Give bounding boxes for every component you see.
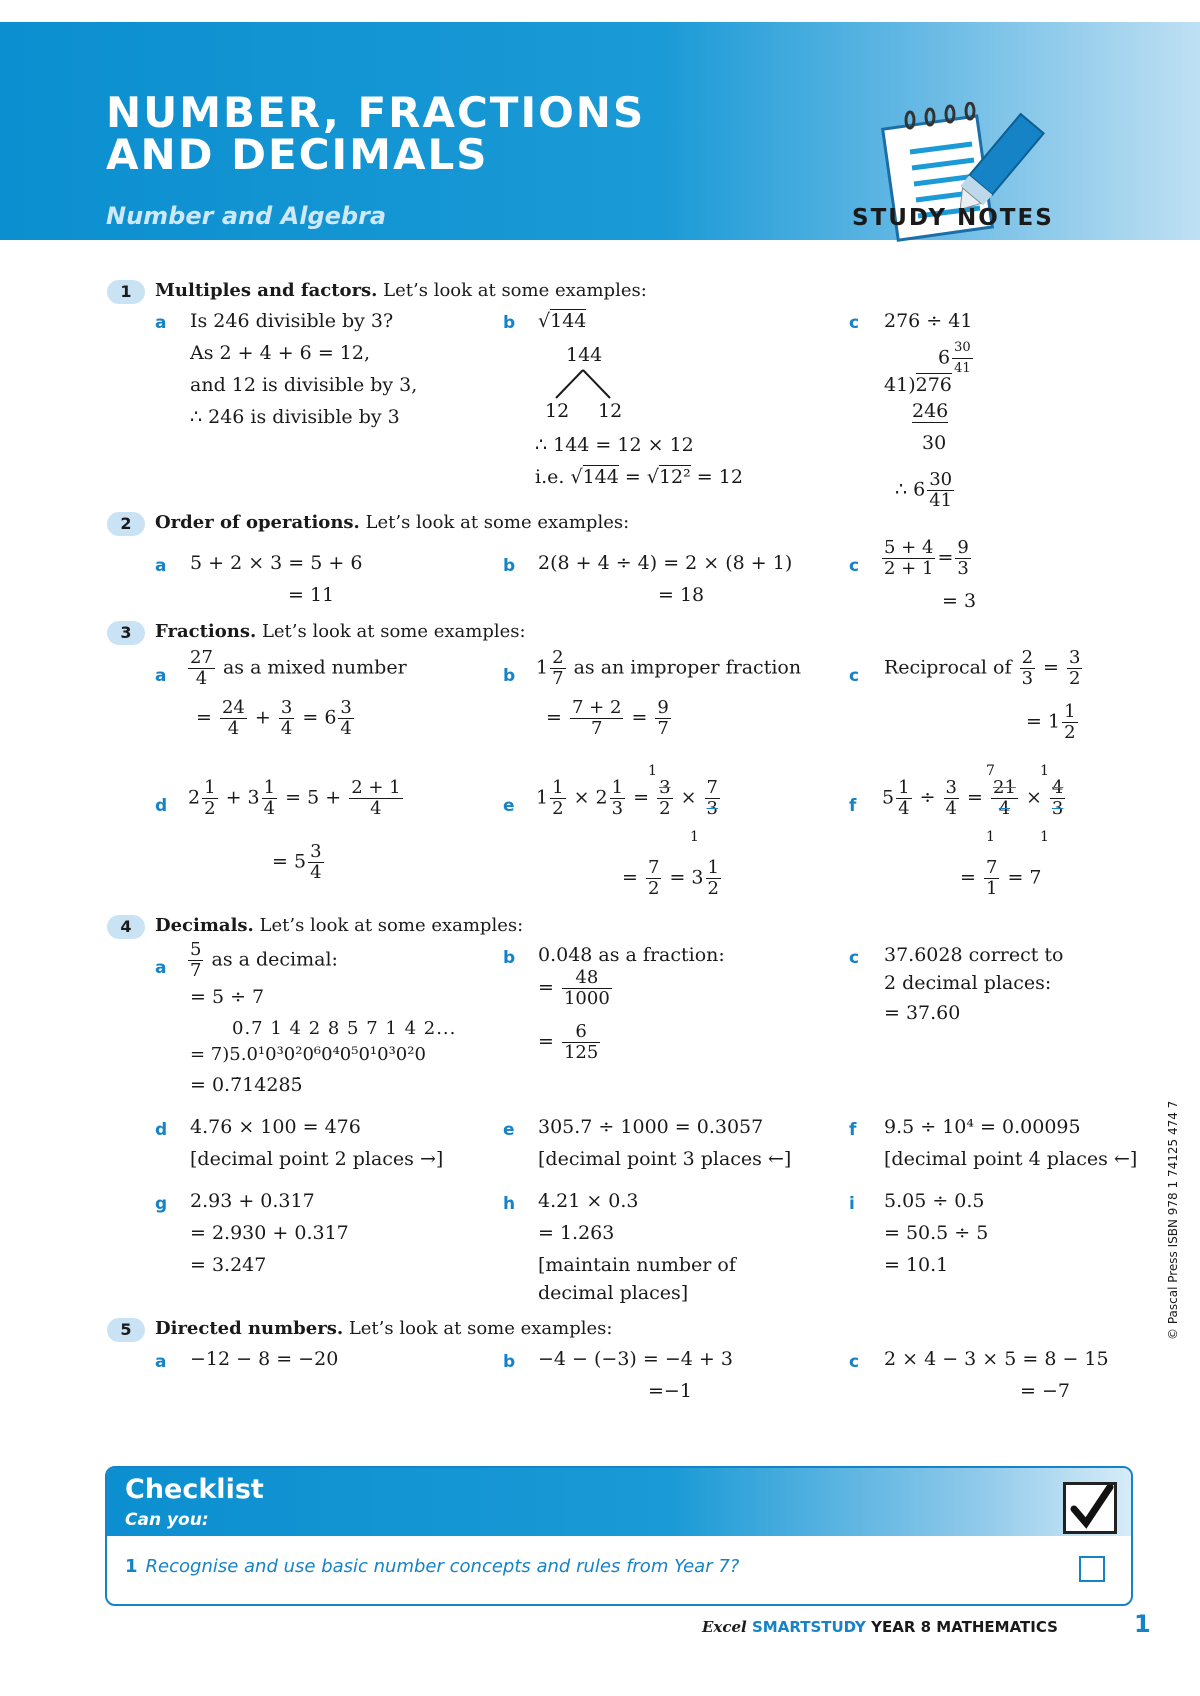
example-label: b — [503, 313, 516, 333]
example-label: b — [503, 1352, 516, 1372]
section-heading: Order of operations. Let’s look at some examples: — [155, 512, 630, 533]
example-text: = 0.7̇14285̇ — [190, 1074, 303, 1096]
example-label: a — [155, 313, 167, 333]
example-label: f — [849, 1120, 857, 1140]
example-text: = 1.263 — [538, 1222, 615, 1244]
cancel-number: 7 — [986, 763, 995, 779]
long-division-remainder: 30 — [922, 432, 947, 454]
section-number: 4 — [107, 915, 145, 939]
example-text: $\frac{5}{7}$ as a decimal: — [190, 939, 338, 981]
section-number: 1 — [107, 280, 145, 304]
example-text: 2 decimal places: — [884, 972, 1052, 994]
cancel-number: 1 — [1040, 763, 1049, 779]
example-text: 305.7 ÷ 1000 = 0.3057 — [538, 1116, 764, 1138]
example-text: Is 246 divisible by 3? — [190, 310, 394, 332]
example-text: = 5 ÷ 7 — [190, 986, 265, 1008]
example-label: b — [503, 948, 516, 968]
example-text: decimal places] — [538, 1282, 689, 1304]
example-text: = 18 — [658, 584, 705, 606]
example-text: = $\frac{48}{1000}$ — [538, 967, 610, 1009]
factor-tree-left: 12 — [545, 400, 570, 422]
sqrt-expression: √144 — [538, 310, 587, 332]
example-label: b — [503, 666, 516, 686]
checklist-prompt: Can you: — [125, 1510, 209, 1530]
example-label: d — [155, 1120, 168, 1140]
example-text: 0.048 as a fraction: — [538, 944, 725, 966]
section-heading: Decimals. Let’s look at some examples: — [155, 915, 524, 936]
example-label: b — [503, 556, 516, 576]
section-number: 3 — [107, 621, 145, 645]
checklist-title: Checklist — [125, 1474, 264, 1505]
long-division-quotient: 0.7 1 4 2 8 5 7 1 4 2... — [232, 1018, 457, 1039]
example-label: c — [849, 948, 860, 968]
example-label: a — [155, 556, 167, 576]
example-text: [decimal point 3 places ←] — [538, 1148, 792, 1170]
example-text: $\frac{27}{4}$ as a mixed number — [190, 647, 407, 689]
example-text: = 10.1 — [884, 1254, 949, 1276]
example-text: 4.21 × 0.3 — [538, 1190, 639, 1212]
checklist-checkbox[interactable] — [1079, 1556, 1105, 1582]
section-heading: Directed numbers. Let’s look at some examples: — [155, 1318, 613, 1339]
example-label: g — [155, 1194, 168, 1214]
checkmark-icon — [1063, 1482, 1117, 1534]
example-text: $\frac{5 + 4}{2 + 1}$ = $\frac{9}{3}$ — [884, 537, 969, 579]
page-title: NUMBER, FRACTIONS AND DECIMALS — [106, 88, 646, 179]
example-text: 5.05 ÷ 0.5 — [884, 1190, 985, 1212]
study-notes-tag: STUDY NOTES — [852, 205, 1054, 231]
example-text: 2(8 + 4 ÷ 4) = 2 × (8 + 1) — [538, 552, 793, 574]
example-text: = $\frac{6}{125}$ — [538, 1021, 599, 1063]
footer-brand: Excel SMARTSTUDY YEAR 8 MATHEMATICS — [702, 1618, 1058, 1636]
example-text: = 5 $\frac{3}{4}$ — [272, 841, 322, 883]
example-text: [decimal point 2 places →] — [190, 1148, 444, 1170]
cancel-number: 1 — [648, 763, 657, 779]
example-text: = 37.60 — [884, 1002, 961, 1024]
example-label: e — [503, 796, 515, 816]
copyright-side-text: © Pascal Press ISBN 978 1 74125 474 7 — [1166, 1100, 1180, 1340]
page-number: 1 — [1134, 1610, 1151, 1638]
checklist-panel — [105, 1466, 1133, 1606]
example-text: [maintain number of — [538, 1254, 736, 1276]
example-label: e — [503, 1120, 515, 1140]
example-text: 9.5 ÷ 10⁴ = 0.00095 — [884, 1116, 1081, 1138]
example-text: 2 $\frac{1}{2}$ + 3 $\frac{1}{4}$ = 5 + $\frac{2 + 1}{4}$ — [188, 777, 401, 819]
example-text: and 12 is divisible by 3, — [190, 374, 418, 396]
example-text: −12 − 8 = −20 — [190, 1348, 339, 1370]
example-text: [decimal point 4 places ←] — [884, 1148, 1138, 1170]
example-text: ∴ 246 is divisible by 3 — [190, 406, 400, 428]
example-text: ∴ 6 $\frac{30}{41}$ — [895, 469, 953, 511]
example-text: = 2.930 + 0.317 — [190, 1222, 349, 1244]
example-label: a — [155, 958, 167, 978]
example-text: Reciprocal of $\frac{2}{3}$ = $\frac{3}{2}$ — [884, 647, 1081, 689]
cancel-number: 1 — [986, 829, 995, 845]
example-text: 1 $\frac{2}{7}$ as an improper fraction — [536, 647, 802, 689]
factor-tree-top: 144 — [566, 344, 603, 366]
example-text: 5 + 2 × 3 = 5 + 6 — [190, 552, 363, 574]
example-label: f — [849, 796, 857, 816]
example-text: = 3 — [942, 590, 977, 612]
example-text: = 50.5 ÷ 5 — [884, 1222, 989, 1244]
example-text: = $\frac{7 + 2}{7}$ = $\frac{9}{7}$ — [546, 697, 669, 739]
example-text: = 11 — [288, 584, 335, 606]
example-label: a — [155, 1352, 167, 1372]
example-text: = 1 $\frac{1}{2}$ — [1026, 701, 1076, 743]
cancel-number: 1 — [1040, 829, 1049, 845]
page-subtitle: Number and Algebra — [106, 202, 387, 230]
section-number: 5 — [107, 1318, 145, 1342]
example-label: c — [849, 1352, 860, 1372]
long-division: 41)276 — [884, 374, 952, 396]
example-text: = $\frac{7}{2}$ = 3 $\frac{1}{2}$ — [622, 857, 719, 899]
example-text: = $\frac{7}{1}$ = 7 — [960, 857, 1042, 899]
example-label: i — [849, 1194, 855, 1214]
example-text: 1 $\frac{1}{2}$ × 2 $\frac{1}{3}$ = $\frac{3}{2}$ × $\frac{7}{3}$ — [536, 777, 718, 819]
example-text: ∴ 144 = 12 × 12 — [535, 434, 694, 456]
example-label: a — [155, 666, 167, 686]
example-text: −4 − (−3) = −4 + 3 — [538, 1348, 733, 1370]
cancel-number: 1 — [690, 829, 699, 845]
checklist-header — [107, 1468, 1131, 1536]
example-text: = −7 — [1020, 1380, 1070, 1402]
example-text: 2.93 + 0.317 — [190, 1190, 315, 1212]
example-text: = $\frac{24}{4}$ + $\frac{3}{4}$ = 6 $\frac{3}{4}$ — [196, 697, 352, 739]
example-text: 37.6028 correct to — [884, 944, 1064, 966]
example-text: 276 ÷ 41 — [884, 310, 973, 332]
example-label: c — [849, 313, 860, 333]
checklist-item: 1 Recognise and use basic number concepts and rules from Year 7? — [125, 1556, 740, 1577]
long-division-sub: 246 — [912, 400, 949, 422]
example-text: =−1 — [648, 1380, 692, 1402]
section-heading: Fractions. Let’s look at some examples: — [155, 621, 526, 642]
example-label: c — [849, 556, 860, 576]
example-text: As 2 + 4 + 6 = 12, — [190, 342, 370, 364]
example-text: = 3.247 — [190, 1254, 267, 1276]
factor-tree-right: 12 — [598, 400, 623, 422]
example-label: c — [849, 666, 860, 686]
example-text: i.e. √144 = √12² = 12 — [535, 466, 743, 488]
section-heading: Multiples and factors. Let’s look at some examples: — [155, 280, 647, 301]
section-number: 2 — [107, 512, 145, 536]
long-division-quotient: 6 $\frac{30}{41}$ — [938, 340, 971, 376]
example-text: 5 $\frac{1}{4}$ ÷ $\frac{3}{4}$ = $\frac{21}{4}$ × $\frac{4}{3}$ — [882, 777, 1064, 819]
example-text: 4.76 × 100 = 476 — [190, 1116, 361, 1138]
example-text: 2 × 4 − 3 × 5 = 8 − 15 — [884, 1348, 1109, 1370]
long-division: = 7)5.0¹0³0²0⁶0⁴0⁵0¹0³0²0 — [190, 1044, 426, 1065]
example-label: h — [503, 1194, 516, 1214]
factor-tree-branches — [552, 368, 614, 400]
example-label: d — [155, 796, 168, 816]
